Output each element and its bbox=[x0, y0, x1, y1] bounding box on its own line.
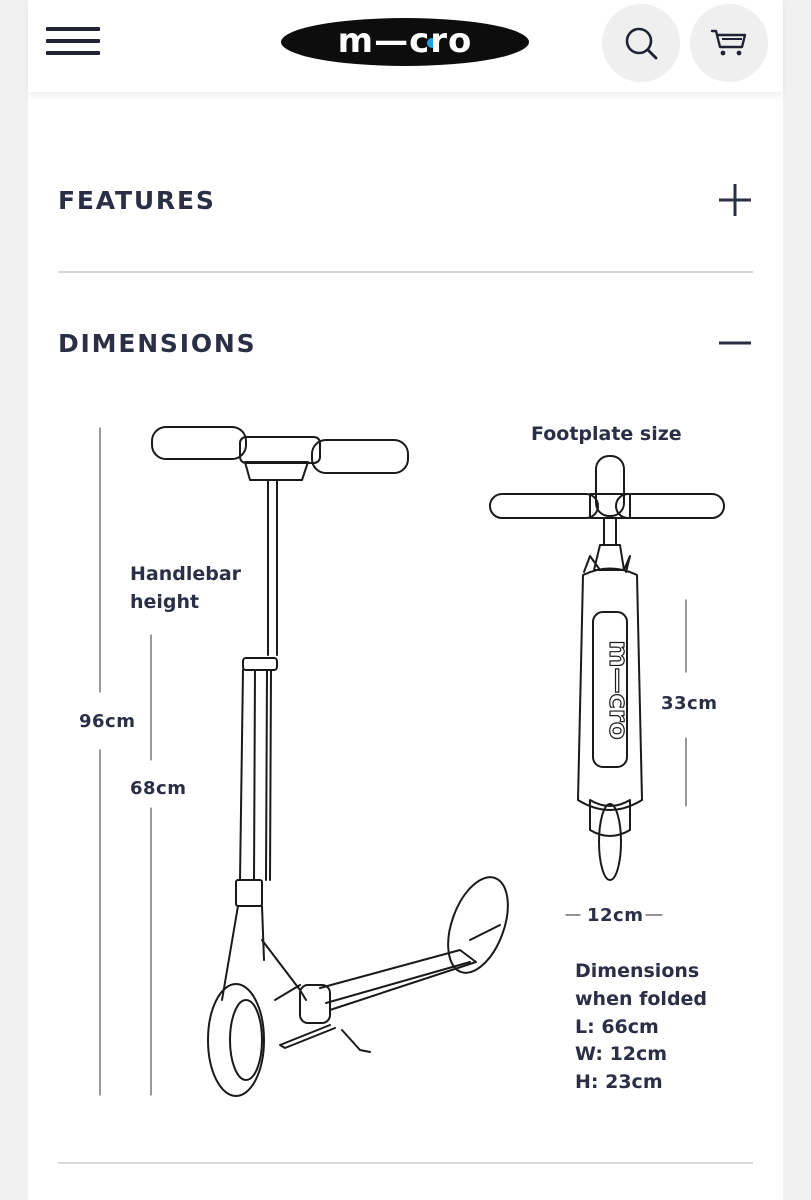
handlebar-height-value: 68cm bbox=[130, 778, 187, 799]
footplate-size-label: Footplate size bbox=[531, 423, 682, 445]
dimensions-divider bbox=[58, 1162, 753, 1164]
footplate-length-value: 33cm bbox=[661, 693, 718, 714]
total-height-value: 96cm bbox=[79, 711, 136, 732]
folded-length: L: 66cm bbox=[575, 1016, 659, 1038]
front-deck-logo: m—cro bbox=[603, 640, 633, 740]
dimensions-title: DIMENSIONS bbox=[58, 329, 257, 358]
handlebar-height-label-line2: height bbox=[130, 591, 200, 613]
scooter-side-view bbox=[152, 427, 520, 1096]
folded-title-line2: when folded bbox=[575, 988, 708, 1010]
folded-width: W: 12cm bbox=[575, 1043, 668, 1065]
handlebar-height-label-line1: Handlebar bbox=[130, 563, 242, 585]
footplate-width-value: 12cm bbox=[587, 905, 644, 926]
folded-height: H: 23cm bbox=[575, 1071, 663, 1093]
folded-title-line1: Dimensions bbox=[575, 960, 700, 982]
features-title: FEATURES bbox=[58, 186, 216, 215]
brand-logo-text: m—cro bbox=[337, 21, 473, 61]
